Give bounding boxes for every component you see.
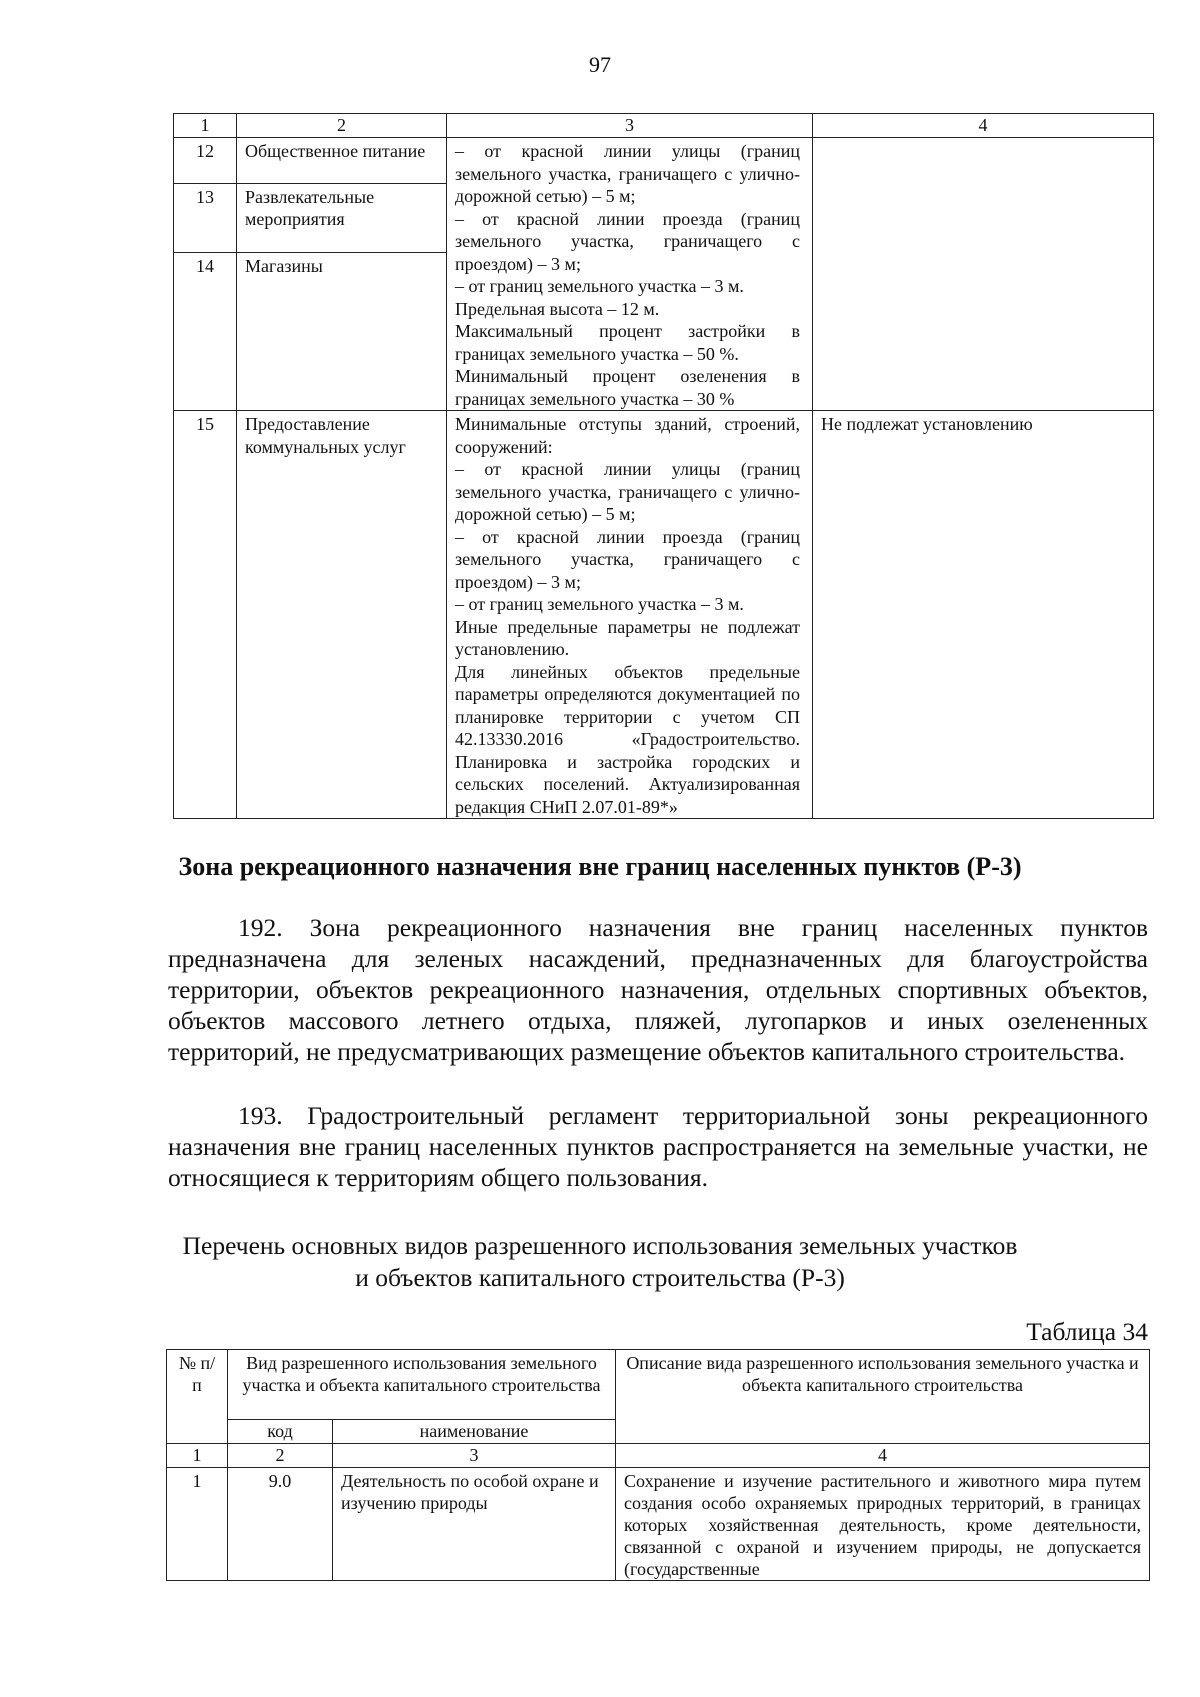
column-number: 1: [167, 1444, 228, 1468]
paragraph-192: [168, 912, 1148, 1067]
parameter-line: – от границ земельного участка – 3 м.: [455, 594, 744, 614]
use-name: Деятельность по особой охране и изучению природы: [333, 1468, 616, 1581]
use-kind-name: Магазины: [237, 252, 447, 410]
row-number: 1: [167, 1468, 228, 1581]
table-header-row: [174, 114, 1154, 138]
row-number: 14: [174, 252, 237, 410]
column-number: 2: [228, 1444, 333, 1468]
use-kind-name: Общественное питание: [237, 138, 447, 184]
note-cell: Не подлежат установлению: [813, 411, 1154, 819]
list-title: [0, 1230, 1200, 1294]
parameter-line: – от красной линии улицы (границ земельного участка, граничащего с улично-дорожной сетью) – 5 м;: [455, 141, 800, 206]
header-kind: Вид разрешенного использования земельного участка и объекта капитального строительства: [228, 1350, 616, 1420]
list-title-line: и объектов капитального строительства (Р-3): [355, 1263, 845, 1292]
parameter-line: – от красной линии проезда (границ земельного участка, граничащего с проездом) – 3 м;: [455, 526, 800, 592]
parameter-line: – от границ земельного участка – 3 м.: [455, 276, 744, 296]
column-number: 4: [616, 1444, 1150, 1468]
use-description: Сохранение и изучение растительного и животного мира путем создания особо охраняемых природных территорий, в границах которых хозяйственная деятельность, кроме деятельности, связанной с охраной и изучением природы, не допускается (государственные: [616, 1468, 1150, 1581]
regulations-table-continued: [173, 113, 1154, 819]
use-kind-name: Развлекательные мероприятия: [237, 183, 447, 252]
row-number: 13: [174, 183, 237, 252]
column-number: 4: [813, 114, 1154, 138]
paragraph-text: 193. Градостроительный регламент территориальной зоны рекреационного назначения вне границ населенных пунктов распространяется на земельные участки, не относящиеся к территориям общего пользования.: [168, 1101, 1148, 1192]
use-kind-name: Предоставление коммунальных услуг: [237, 411, 447, 819]
column-number: 1: [174, 114, 237, 138]
column-number: 3: [333, 1444, 616, 1468]
parameters-cell: [447, 411, 813, 819]
column-numbers-row: [167, 1444, 1150, 1468]
paragraph-text: 192. Зона рекреационного назначения вне границ населенных пунктов предназначена для зеленых насаждений, предназначенных для благоустройства территории, объектов рекреационного назначения, отдельных спортивных объектов, объектов массового летнего отдыха, пляжей, лугопарков и иных озелененных территорий, не предусматривающих размещение объектов капитального строительства.: [168, 913, 1148, 1066]
parameter-line: Иные предельные параметры не подлежат установлению.: [455, 616, 800, 659]
use-code: 9.0: [228, 1468, 333, 1581]
parameter-line: Для линейных объектов предельные параметры определяются документацией по планировке территории с учетом СП 42.13330.2016 «Градостроительство. Планировка и застройка городских и сельских поселений. Актуализированная редакция СНиП 2.07.01-89*»: [455, 661, 800, 817]
paragraph-193: [168, 1100, 1148, 1193]
parameter-line: Предельная высота – 12 м.: [455, 298, 660, 319]
header-code: код: [228, 1420, 333, 1444]
section-heading: Зона рекреационного назначения вне границ населенных пунктов (Р-3): [178, 852, 1022, 881]
row-number: 15: [174, 411, 237, 819]
parameter-line: – от красной линии улицы (границ земельного участка, граничащего с улично-дорожной сетью) – 5 м;: [455, 459, 800, 524]
parameter-line: Максимальный процент застройки в границах земельного участка – 50 %.: [455, 321, 800, 364]
shared-note-cell: [813, 138, 1154, 411]
header-name: наименование: [333, 1420, 616, 1444]
parameter-line: Минимальный процент озеленения в границах земельного участка – 30 %: [455, 366, 800, 409]
column-number: 2: [237, 114, 447, 138]
row-number: 12: [174, 138, 237, 184]
header-description: Описание вида разрешенного использования земельного участка и объекта капитального строительства: [616, 1350, 1150, 1444]
parameter-line: Минимальные отступы зданий, строений, сооружений:: [455, 414, 800, 457]
shared-parameters-cell: [447, 138, 813, 411]
permitted-use-table: [166, 1349, 1150, 1581]
table-row: [174, 411, 1154, 819]
header-number: № п/п: [167, 1350, 228, 1444]
list-title-line: Перечень основных видов разрешенного использования земельных участков: [182, 1231, 1018, 1260]
column-number: 3: [447, 114, 813, 138]
table-row: [167, 1468, 1150, 1581]
page-number: 97: [589, 52, 611, 77]
parameter-line: – от красной линии проезда (границ земельного участка, граничащего с проездом) – 3 м;: [455, 208, 800, 274]
table-row: [174, 138, 1154, 184]
table-caption: Таблица 34: [1026, 1317, 1148, 1346]
table-header-row: [167, 1350, 1150, 1420]
